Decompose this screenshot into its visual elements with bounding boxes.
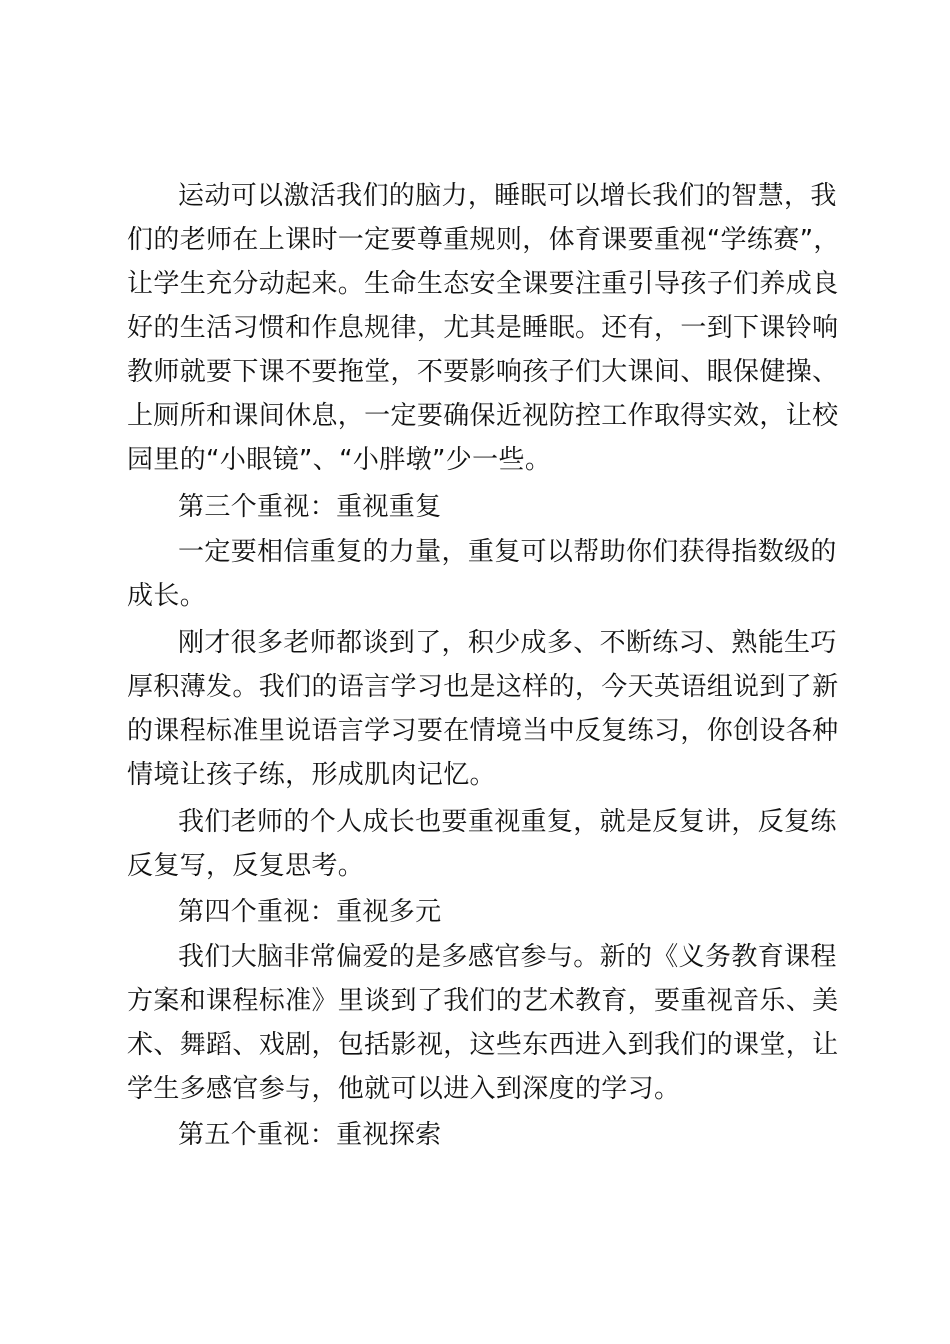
text-line: 园里的“小眼镜”、“小胖墩”少一些。 [127,445,552,475]
text-line: 厚积薄发。我们的语言学习也是这样的，今天英语组说到了新 [127,672,839,702]
text-line: 学生多感官参与，他就可以进入到深度的学习。 [127,1074,681,1104]
section-heading: 第三个重视：重视重复 [178,492,442,522]
text-line: 我们老师的个人成长也要重视重复，就是反复讲，反复练 [178,807,837,837]
text-line: 好的生活习惯和作息规律，尤其是睡眠。还有，一到下课铃响 [127,313,839,343]
section-heading: 第五个重视：重视探索 [178,1120,442,1150]
text-line: 们的老师在上课时一定要尊重规则，体育课要重视“学练赛”， [127,225,840,255]
section-heading: 第四个重视：重视多元 [178,897,442,927]
text-line: 我们大脑非常偏爱的是多感官参与。新的《义务教育课程 [178,942,837,972]
text-line: 刚才很多老师都谈到了，积少成多、不断练习、熟能生巧 [178,628,837,658]
text-line: 的课程标准里说语言学习要在情境当中反复练习，你创设各种 [127,716,839,746]
text-line: 方案和课程标准》里谈到了我们的艺术教育，要重视音乐、美 [127,986,839,1016]
text-line: 教师就要下课不要拖堂，不要影响孩子们大课间、眼保健操、 [127,357,839,387]
text-line: 情境让孩子练，形成肌肉记忆。 [127,760,496,790]
text-line: 一定要相信重复的力量，重复可以帮助你们获得指数级的 [178,537,837,567]
text-line: 术、舞蹈、戏剧，包括影视，这些东西进入到我们的课堂，让 [127,1030,839,1060]
text-line: 反复写，反复思考。 [127,851,365,881]
text-line: 上厕所和课间休息，一定要确保近视防控工作取得实效，让校 [127,401,839,431]
text-line: 运动可以激活我们的脑力，睡眠可以增长我们的智慧，我 [178,181,837,211]
text-line: 成长。 [127,581,207,611]
text-line: 让学生充分动起来。生命生态安全课要注重引导孩子们养成良 [127,269,839,299]
